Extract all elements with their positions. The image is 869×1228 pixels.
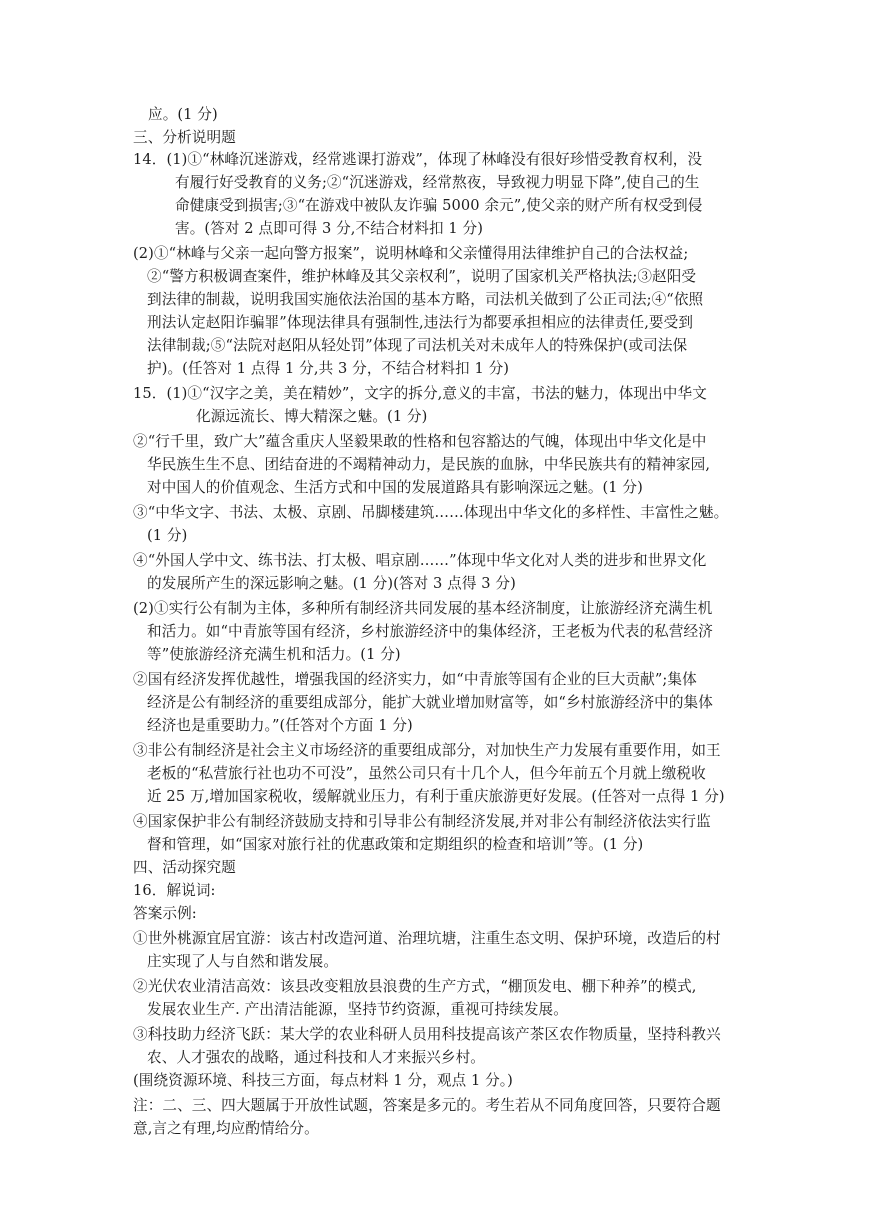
text-line: 有履行好受教育的义务;②“沉迷游戏，经常熬夜，导致视力明显下降”,使自己的生 bbox=[175, 174, 700, 191]
text-line: 经济也是重要助力。”(任答对个方面 1 分) bbox=[147, 717, 413, 734]
section-heading: 四、活动探究题 bbox=[133, 859, 236, 876]
text-line: (围绕资源环境、科技三方面，每点材料 1 分，观点 1 分。) bbox=[133, 1072, 513, 1089]
text-line: 答案示例: bbox=[133, 905, 197, 922]
text-line: 害。(答对 2 点即可得 3 分,不结合材料扣 1 分) bbox=[175, 220, 484, 237]
text-line: 的发展所产生的深远影响之魅。(1 分)(答对 3 点得 3 分) bbox=[147, 575, 516, 592]
text-line: 应。(1 分) bbox=[148, 106, 218, 123]
text-line: ③“中华文字、书法、太极、京剧、吊脚楼建筑……体现出中华文化的多样性、丰富性之魅。 bbox=[133, 504, 729, 521]
text-line: ②光伏农业清洁高效：该县改变粗放县浪费的生产方式，“棚顶发电、棚下种养”的模式, bbox=[133, 978, 697, 995]
text-line: 意,言之有理,均应酌情给分。 bbox=[133, 1120, 319, 1137]
text-line: 15．(1)①“汉字之美，美在精妙”，文字的拆分,意义的丰富，书法的魅力，体现出中华文 bbox=[133, 385, 707, 402]
text-line: 法律制裁;⑤“法院对赵阳从轻处罚”体现了司法机关对未成年人的特殊保护(或司法保 bbox=[147, 337, 688, 354]
text-line: 督和管理，如“国家对旅行社的优惠政策和定期组织的检查和培训”等。(1 分) bbox=[147, 836, 644, 853]
text-line: 老板的“私营旅行社也功不可没”，虽然公司只有十几个人，但今年前五个月就上缴税收 bbox=[147, 765, 706, 782]
text-line: 华民族生生不息、团结奋进的不竭精神动力，是民族的血脉，中华民族共有的精神家园, bbox=[147, 456, 711, 473]
text-line: 化源远流长、博大精深之魅。(1 分) bbox=[196, 408, 428, 425]
text-line: (1 分) bbox=[147, 527, 188, 544]
text-line: ②“行千里，致广大”蕴含重庆人坚毅果敢的性格和包容豁达的气魄，体现出中华文化是中 bbox=[133, 433, 707, 450]
text-line: 农、人才强农的战略，通过科技和人才来振兴乡村。 bbox=[147, 1049, 485, 1066]
text-line: ②“警方积极调查案件，维护林峰及其父亲权利”，说明了国家机关严格执法;③赵阳受 bbox=[147, 268, 697, 285]
text-line: 护)。(任答对 1 点得 1 分,共 3 分，不结合材料扣 1 分) bbox=[147, 360, 510, 377]
text-line: 注：二、三、四大题属于开放性试题，答案是多元的。考生若从不同角度回答，只要符合题 bbox=[133, 1097, 721, 1114]
text-line: 近 25 万,增加国家税收，缓解就业压力，有利于重庆旅游更好发展。(任答对一点得 1 分) bbox=[147, 788, 725, 805]
text-line: 发展农业生产. 产出清洁能源，坚持节约资源，重视可持续发展。 bbox=[147, 1001, 568, 1018]
text-line: ②国有经济发挥优越性，增强我国的经济实力，如“中青旅等国有企业的巨大贡献”;集体 bbox=[133, 671, 697, 688]
text-line: ④国家保护非公有制经济鼓励支持和引导非公有制经济发展,并对非公有制经济依法实行监 bbox=[133, 813, 711, 830]
text-line: 和活力。如“中青旅等国有经济，乡村旅游经济中的集体经济，王老板为代表的私营经济 bbox=[147, 623, 713, 640]
text-line: 对中国人的价值观念、生活方式和中国的发展道路具有影响深远之魅。(1 分) bbox=[147, 479, 643, 496]
text-line: ①世外桃源宜居宜游：该古村改造河道、治理坑塘，注重生态文明、保护环境，改造后的村 bbox=[133, 930, 721, 947]
text-line: 等”使旅游经济充满生机和活力。(1 分) bbox=[147, 646, 401, 663]
text-line: ③非公有制经济是社会主义市场经济的重要组成部分，对加快生产力发展有重要作用，如王 bbox=[133, 742, 721, 759]
text-line: ③科技助力经济飞跃：某大学的农业科研人员用科技提高该产茶区农作物质量，坚持科教兴 bbox=[133, 1026, 721, 1043]
text-line: (2)①“林峰与父亲一起向警方报案”，说明林峰和父亲懂得用法律维护自己的合法权益; bbox=[133, 245, 689, 262]
text-line: 刑法认定赵阳诈骗罪”体现法律具有强制性,违法行为都要承担相应的法律责任,要受到 bbox=[147, 314, 694, 331]
text-line: (2)①实行公有制为主体，多种所有制经济共同发展的基本经济制度，让旅游经济充满生机 bbox=[133, 600, 713, 617]
text-line: ④“外国人学中文、练书法、打太极、唱京剧……”体现中华文化对人类的进步和世界文化 bbox=[133, 552, 707, 569]
text-line: 14．(1)①“林峰沉迷游戏，经常逃课打游戏”，体现了林峰没有很好珍惜受教育权利，没 bbox=[133, 151, 703, 168]
section-heading: 三、分析说明题 bbox=[133, 129, 236, 146]
text-line: 庄实现了人与自然和谐发展。 bbox=[147, 953, 339, 970]
text-line: 到法律的制裁，说明我国实施依法治国的基本方略，司法机关做到了公正司法;④“依照 bbox=[147, 291, 704, 308]
text-line: 经济是公有制经济的重要组成部分，能扩大就业增加财富等，如“乡村旅游经济中的集体 bbox=[147, 694, 713, 711]
text-line: 16．解说词: bbox=[133, 882, 216, 899]
text-line: 命健康受到损害;③“在游戏中被队友诈骗 5000 余元”,使父亲的财产所有权受到侵 bbox=[175, 197, 703, 214]
